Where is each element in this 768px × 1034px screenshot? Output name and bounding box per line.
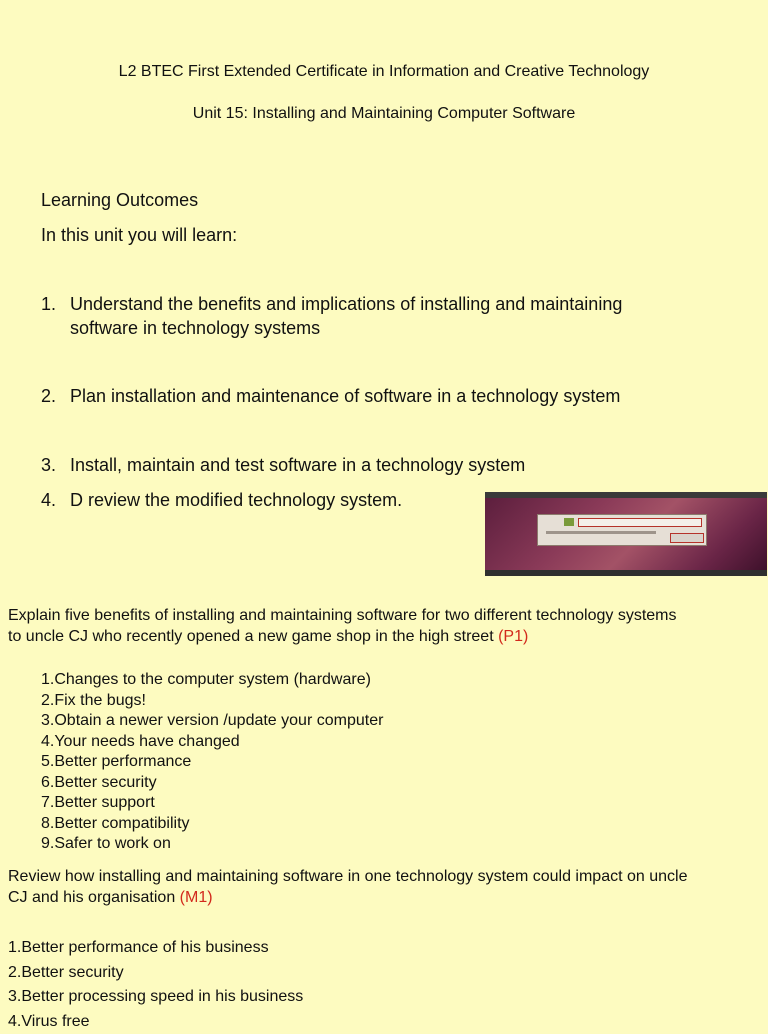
m1-line-text: CJ and his organisation (8, 889, 175, 906)
m1-line: Review how installing and maintaining software in one technology system could impact on uncle (8, 866, 687, 887)
learning-outcomes-heading: Learning Outcomes (41, 190, 198, 211)
p1-criteria-tag: (P1) (498, 628, 528, 645)
p1-line-text: to uncle CJ who recently opened a new game shop in the high street (8, 628, 494, 645)
package-icon (564, 518, 574, 526)
list-item: 1.Changes to the computer system (hardware) (41, 670, 383, 691)
outcome-line: software in technology systems (70, 316, 622, 340)
outcome-number: 1. (41, 294, 56, 315)
list-item: 6.Better security (41, 773, 383, 794)
p1-task (8, 605, 677, 647)
list-item: 2.Better security (8, 961, 303, 986)
list-item: 3.Better processing speed in his business (8, 985, 303, 1010)
learning-outcomes-intro: In this unit you will learn: (41, 225, 237, 246)
dialog-button (670, 533, 704, 543)
panel-bar (485, 492, 767, 498)
list-item: 5.Better performance (41, 752, 383, 773)
p1-line (8, 626, 677, 647)
m1-line (8, 887, 687, 908)
outcome-line: Plan installation and maintenance of software in a technology system (70, 384, 620, 408)
list-item: 4.Your needs have changed (41, 732, 383, 753)
benefits-list (41, 670, 383, 855)
outcome-line: D review the modified technology system. (70, 488, 402, 512)
dialog-field (578, 518, 702, 527)
outcome-item (70, 453, 525, 477)
m1-criteria-tag: (M1) (180, 889, 213, 906)
list-item: 1.Better performance of his business (8, 936, 303, 961)
outcome-item (70, 292, 622, 340)
outcome-item (70, 488, 402, 512)
m1-task (8, 866, 687, 908)
outcome-number: 4. (41, 490, 56, 511)
list-item: 7.Better support (41, 793, 383, 814)
outcome-item (70, 384, 620, 408)
list-item: 3.Obtain a newer version /update your computer (41, 711, 383, 732)
taskbar (485, 570, 767, 576)
list-item: 4.Virus free (8, 1010, 303, 1034)
software-installer-screenshot (485, 492, 767, 576)
installer-dialog (537, 514, 707, 546)
unit-title: Unit 15: Installing and Maintaining Computer Software (0, 105, 768, 123)
outcome-line: Install, maintain and test software in a technology system (70, 453, 525, 477)
outcome-number: 2. (41, 386, 56, 407)
list-item: 8.Better compatibility (41, 814, 383, 835)
document-title: L2 BTEC First Extended Certificate in Information and Creative Technology (0, 63, 768, 81)
outcome-line: Understand the benefits and implications of installing and maintaining (70, 292, 622, 316)
list-item: 9.Safer to work on (41, 834, 383, 855)
outcome-number: 3. (41, 455, 56, 476)
dialog-text (546, 531, 656, 534)
impact-list (8, 936, 303, 1034)
p1-line: Explain five benefits of installing and maintaining software for two different technology systems (8, 605, 677, 626)
list-item: 2.Fix the bugs! (41, 691, 383, 712)
